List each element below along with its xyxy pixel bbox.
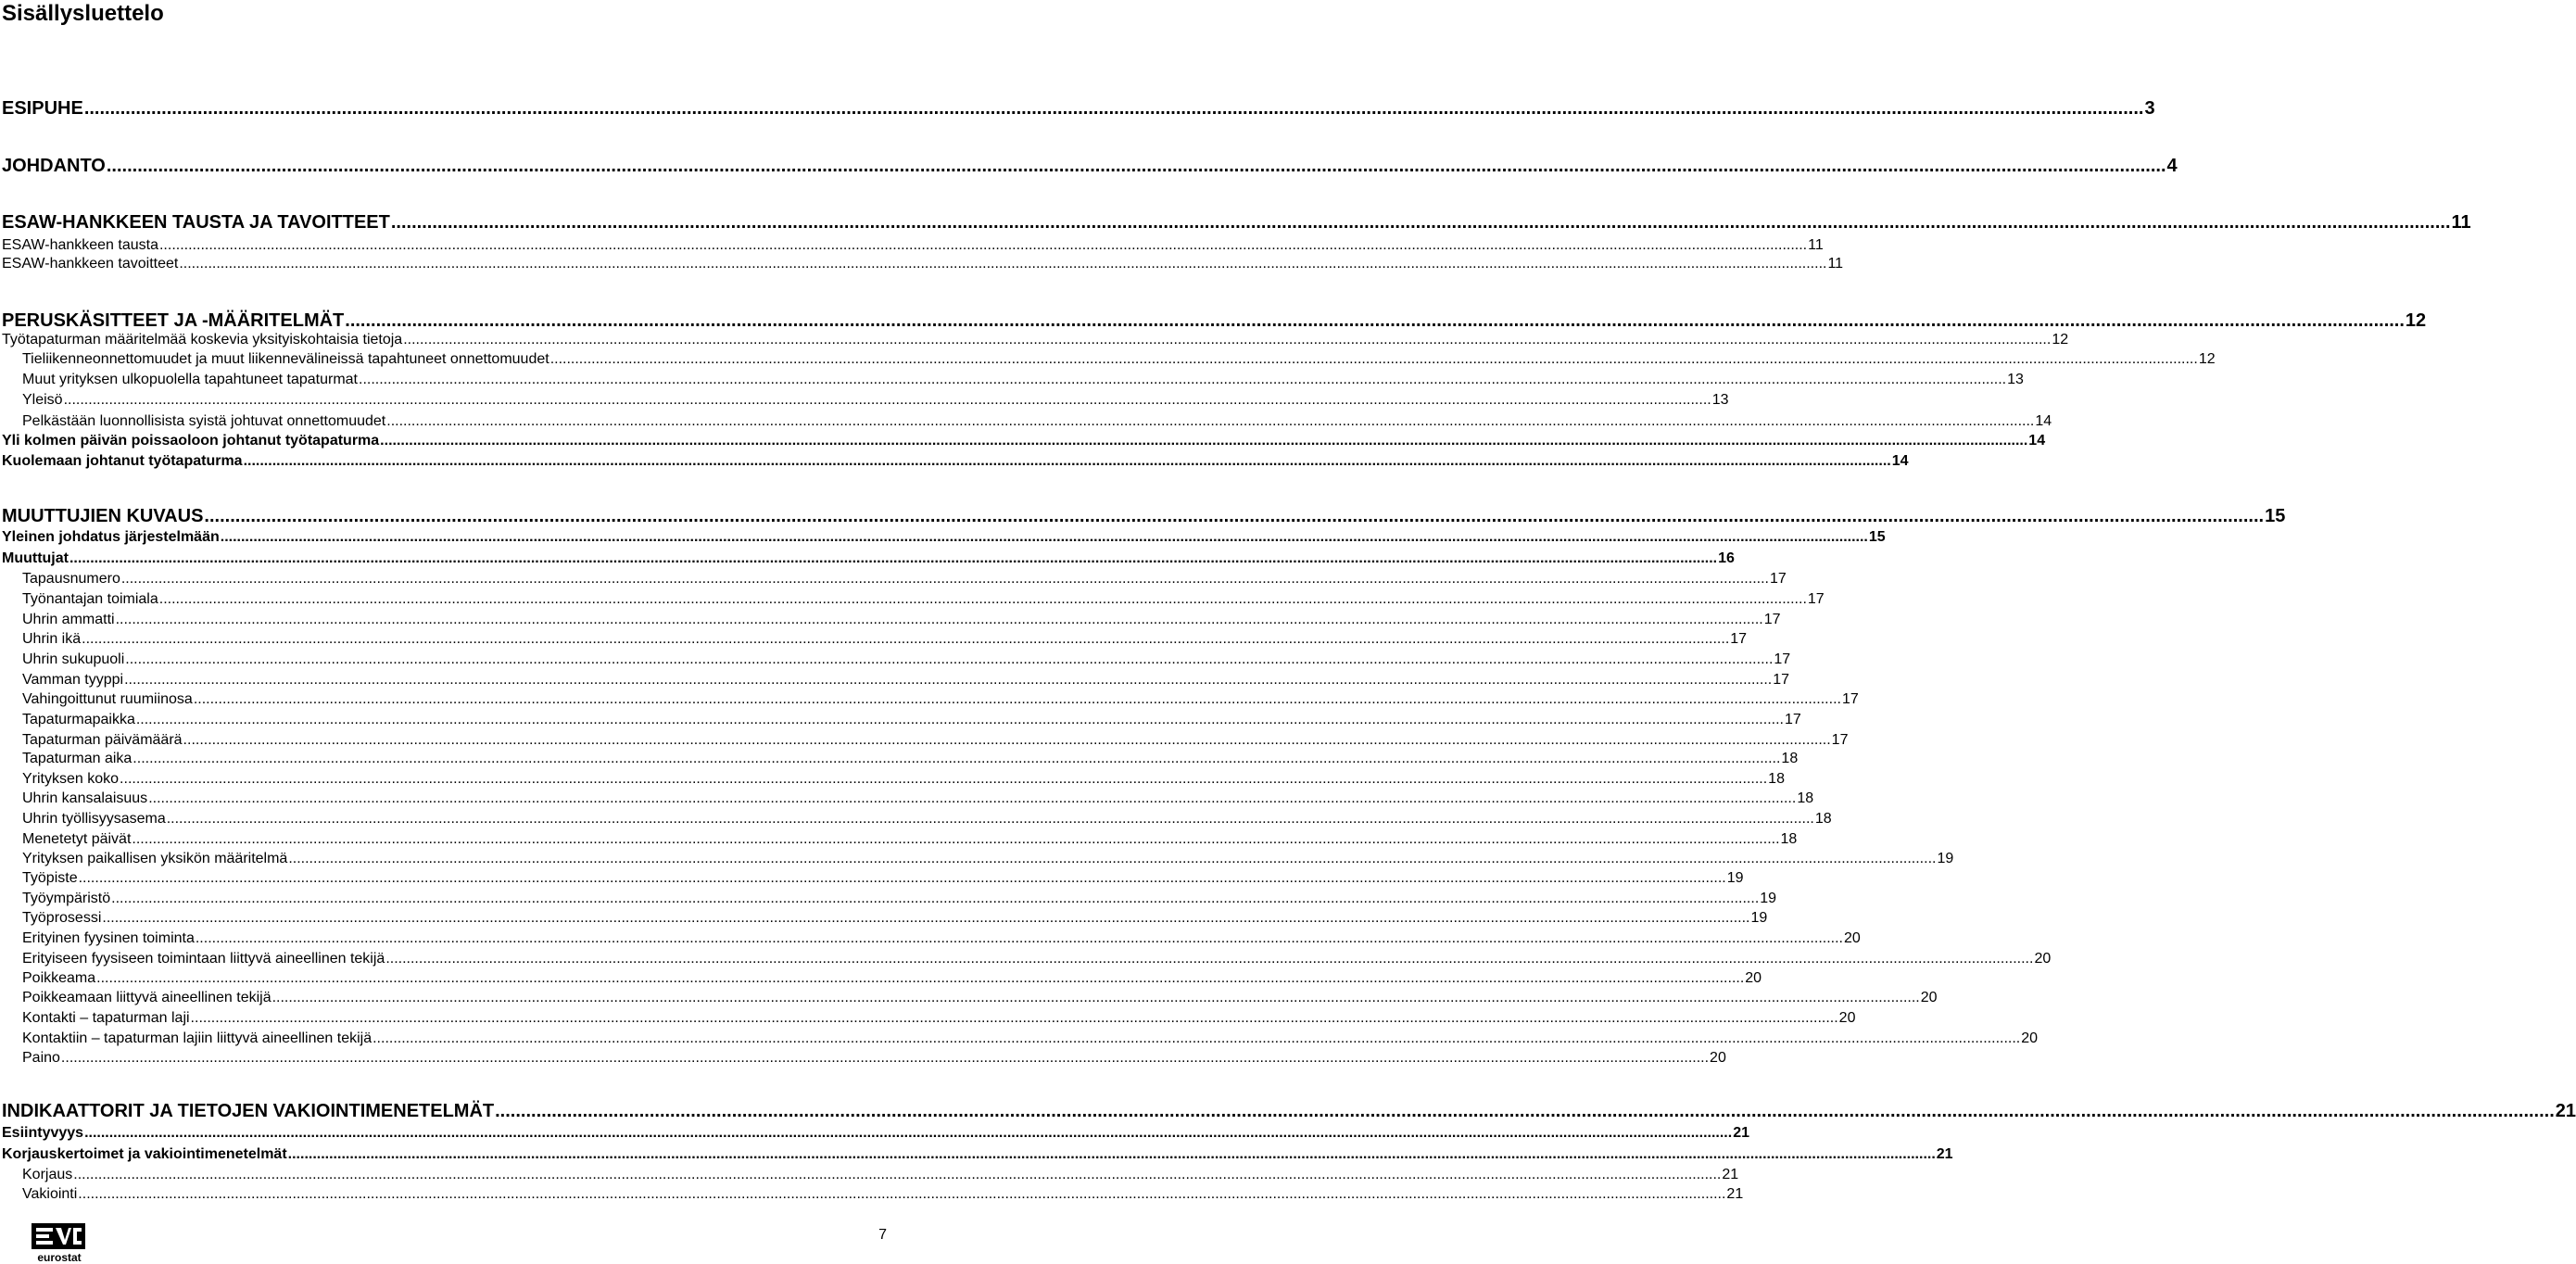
toc-entry-page: 18 xyxy=(1780,831,1798,847)
toc-entry-page: 20 xyxy=(1710,1050,1726,1066)
eurostat-logo xyxy=(28,1221,91,1264)
toc-leader-dots: ................................................................................................................................................................................................................................................................................................................................................................................................................ xyxy=(183,732,1831,748)
toc-entry-label: Kontaktiin – tapaturman lajiin liittyvä aineellinen tekijä xyxy=(22,1030,373,1046)
toc-entry-label: PERUSKÄSITTEET JA -MÄÄRITELMÄT xyxy=(2,310,345,331)
toc-entry-label: ESAW-HANKKEEN TAUSTA JA TAVOITTEET xyxy=(2,212,390,233)
toc-entry[interactable] xyxy=(22,651,1791,668)
toc-entry[interactable] xyxy=(22,811,1832,828)
toc-entry-label: Tapaturman päivämäärä xyxy=(22,732,183,748)
toc-entry[interactable] xyxy=(22,591,1825,608)
toc-leader-dots: ................................................................................................................................................................................................................................................................................................................................................................................................................ xyxy=(83,98,2144,119)
toc-leader-dots: ................................................................................................................................................................................................................................................................................................................................................................................................................ xyxy=(380,433,2028,449)
toc-entry[interactable] xyxy=(22,771,1785,788)
toc-leader-dots: ................................................................................................................................................................................................................................................................................................................................................................................................................ xyxy=(220,529,1868,545)
toc-leader-dots: ................................................................................................................................................................................................................................................................................................................................................................................................................ xyxy=(73,1167,1722,1182)
toc-leader-dots: ................................................................................................................................................................................................................................................................................................................................................................................................................ xyxy=(158,591,1807,607)
toc-leader-dots: ................................................................................................................................................................................................................................................................................................................................................................................................................ xyxy=(495,1101,2555,1121)
toc-entry-page: 17 xyxy=(1841,691,1859,707)
toc-entry[interactable] xyxy=(22,392,1729,409)
toc-entry[interactable] xyxy=(2,453,1909,470)
toc-entry-label: Vahingoittunut ruumiinosa xyxy=(22,691,193,707)
toc-entry[interactable] xyxy=(22,790,1814,807)
toc-leader-dots: ................................................................................................................................................................................................................................................................................................................................................................................................................ xyxy=(125,651,1774,667)
toc-entry-page: 17 xyxy=(1784,712,1801,727)
toc-entry-label: Uhrin työllisyysasema xyxy=(22,811,166,827)
toc-entry-label: Pelkästään luonnollisista syistä johtuvat onnettomuudet xyxy=(22,413,386,429)
toc-leader-dots: ................................................................................................................................................................................................................................................................................................................................................................................................................ xyxy=(287,1146,1936,1162)
toc-leader-dots: ................................................................................................................................................................................................................................................................................................................................................................................................................ xyxy=(166,811,1814,827)
toc-entry-label: Uhrin kansalaisuus xyxy=(22,790,148,806)
toc-entry-page: 21 xyxy=(1726,1186,1744,1202)
toc-entry[interactable] xyxy=(2,1125,1749,1142)
toc-entry-page: 20 xyxy=(2021,1030,2039,1046)
toc-entry-page: 3 xyxy=(2144,98,2155,119)
toc-entry-label: Kontakti – tapaturman laji xyxy=(22,1010,190,1026)
toc-leader-dots: ................................................................................................................................................................................................................................................................................................................................................................................................................ xyxy=(82,631,1730,647)
toc-leader-dots: ................................................................................................................................................................................................................................................................................................................................................................................................................ xyxy=(549,351,2198,367)
toc-entry-label: ESAW-hankkeen tavoitteet xyxy=(2,256,179,272)
toc-entry[interactable] xyxy=(22,712,1801,728)
toc-entry-label: Uhrin sukupuoli xyxy=(22,651,125,667)
toc-entry[interactable] xyxy=(2,1101,2576,1122)
toc-entry[interactable] xyxy=(22,732,1849,749)
toc-entry[interactable] xyxy=(22,672,1789,689)
toc-entry-page: 11 xyxy=(2451,212,2471,233)
toc-leader-dots: ................................................................................................................................................................................................................................................................................................................................................................................................................ xyxy=(271,990,1920,1005)
toc-entry[interactable] xyxy=(2,433,2046,449)
toc-entry[interactable] xyxy=(22,751,1799,767)
toc-entry-page: 12 xyxy=(2405,310,2427,331)
toc-leader-dots: ................................................................................................................................................................................................................................................................................................................................................................................................................ xyxy=(132,831,1780,847)
toc-entry-label: Paino xyxy=(22,1050,60,1066)
toc-leader-dots: ................................................................................................................................................................................................................................................................................................................................................................................................................ xyxy=(373,1030,2021,1046)
toc-entry[interactable] xyxy=(2,529,1886,546)
toc-entry[interactable] xyxy=(22,413,2052,430)
toc-entry-label: Uhrin ikä xyxy=(22,631,82,647)
toc-entry[interactable] xyxy=(22,1167,1739,1183)
toc-entry[interactable] xyxy=(2,212,2471,234)
toc-entry-label: Poikkeamaan liittyvä aineellinen tekijä xyxy=(22,990,271,1005)
toc-entry[interactable] xyxy=(22,691,1859,708)
toc-entry-page: 4 xyxy=(2166,156,2178,176)
toc-leader-dots: ................................................................................................................................................................................................................................................................................................................................................................................................................ xyxy=(96,970,1745,986)
toc-entry[interactable] xyxy=(22,990,1938,1006)
toc-entry-page: 12 xyxy=(2052,332,2069,348)
toc-entry-label: ESIPUHE xyxy=(2,98,83,119)
toc-leader-dots: ................................................................................................................................................................................................................................................................................................................................................................................................................ xyxy=(190,1010,1838,1026)
toc-entry-label: Tapausnumero xyxy=(22,571,120,587)
page-title: Sisällysluettelo xyxy=(2,1,164,26)
toc-entry-page: 21 xyxy=(1733,1125,1749,1141)
toc-entry-label: Erityinen fyysinen toiminta xyxy=(22,930,195,946)
toc-entry-page: 17 xyxy=(1831,732,1849,748)
toc-entry-page: 21 xyxy=(2555,1101,2576,1121)
toc-leader-dots: ................................................................................................................................................................................................................................................................................................................................................................................................................ xyxy=(60,1050,1710,1066)
toc-entry-label: Kuolemaan johtanut työtapaturma xyxy=(2,453,243,469)
toc-entry[interactable] xyxy=(22,1050,1726,1067)
toc-entry-label: MUUTTUJIEN KUVAUS xyxy=(2,506,204,526)
toc-entry-page: 17 xyxy=(1730,631,1748,647)
toc-leader-dots: ................................................................................................................................................................................................................................................................................................................................................................................................................ xyxy=(78,1186,1726,1202)
toc-entry-page: 14 xyxy=(2035,413,2052,429)
toc-leader-dots: ................................................................................................................................................................................................................................................................................................................................................................................................................ xyxy=(403,332,2052,348)
toc-entry[interactable] xyxy=(22,831,1798,848)
toc-entry[interactable] xyxy=(22,351,2216,368)
toc-entry-page: 17 xyxy=(1774,651,1791,667)
toc-entry-page: 19 xyxy=(1726,870,1744,886)
toc-entry-page: 20 xyxy=(1745,970,1762,986)
toc-entry[interactable] xyxy=(22,910,1768,927)
toc-entry-label: Vamman tyyppi xyxy=(22,672,124,688)
toc-entry-page: 20 xyxy=(1843,930,1861,946)
toc-entry-page: 21 xyxy=(1936,1146,1953,1162)
toc-entry[interactable] xyxy=(22,930,1861,947)
toc-entry-label: Työprosessi xyxy=(22,910,102,926)
toc-leader-dots: ................................................................................................................................................................................................................................................................................................................................................................................................................ xyxy=(243,453,1891,469)
toc-leader-dots: ................................................................................................................................................................................................................................................................................................................................................................................................................ xyxy=(69,550,1718,566)
toc-entry[interactable] xyxy=(22,851,1954,867)
toc-entry-page: 18 xyxy=(1814,811,1832,827)
toc-entry-page: 19 xyxy=(1750,910,1768,926)
toc-entry-label: JOHDANTO xyxy=(2,156,106,176)
toc-entry[interactable] xyxy=(2,1146,1953,1163)
toc-leader-dots: ................................................................................................................................................................................................................................................................................................................................................................................................................ xyxy=(158,237,1808,253)
toc-entry-page: 20 xyxy=(2034,951,2052,967)
toc-entry-label: Yleinen johdatus järjestelmään xyxy=(2,529,220,545)
toc-entry-page: 11 xyxy=(1827,256,1844,272)
toc-entry-page: 18 xyxy=(1797,790,1814,806)
toc-entry-page: 19 xyxy=(1937,851,1954,866)
toc-leader-dots: ................................................................................................................................................................................................................................................................................................................................................................................................................ xyxy=(359,372,2007,387)
toc-entry-label: Tieliikenneonnettomuudet ja muut liikennevälineissä tapahtuneet onnettomuudet xyxy=(22,351,549,367)
toc-entry[interactable] xyxy=(22,571,1787,588)
toc-entry[interactable] xyxy=(2,332,2069,348)
toc-entry-page: 17 xyxy=(1763,612,1781,627)
toc-leader-dots: ................................................................................................................................................................................................................................................................................................................................................................................................................ xyxy=(115,612,1763,627)
toc-entry-page: 19 xyxy=(1760,891,1777,906)
toc-entry-label: Erityiseen fyysiseen toimintaan liittyvä aineellinen tekijä xyxy=(22,951,385,967)
toc-leader-dots: ................................................................................................................................................................................................................................................................................................................................................................................................................ xyxy=(106,156,2166,176)
toc-entry[interactable] xyxy=(22,1030,2039,1047)
toc-entry-label: Yrityksen koko xyxy=(22,771,120,787)
toc-entry-label: Uhrin ammatti xyxy=(22,612,115,627)
toc-entry-label: Poikkeama xyxy=(22,970,96,986)
toc-entry-page: 14 xyxy=(1891,453,1909,469)
toc-entry-page: 17 xyxy=(1807,591,1825,607)
toc-entry[interactable] xyxy=(2,237,1824,254)
toc-leader-dots: ................................................................................................................................................................................................................................................................................................................................................................................................................ xyxy=(84,1125,1733,1141)
toc-leader-dots: ................................................................................................................................................................................................................................................................................................................................................................................................................ xyxy=(390,212,2451,233)
toc-entry[interactable] xyxy=(22,372,2024,388)
toc-leader-dots: ................................................................................................................................................................................................................................................................................................................................................................................................................ xyxy=(133,751,1781,766)
toc-entry[interactable] xyxy=(22,870,1744,887)
toc-entry[interactable] xyxy=(2,506,2286,527)
toc-leader-dots: ................................................................................................................................................................................................................................................................................................................................................................................................................ xyxy=(63,392,1711,408)
toc-entry[interactable] xyxy=(22,891,1777,907)
toc-entry-page: 13 xyxy=(2007,372,2024,387)
toc-leader-dots: ................................................................................................................................................................................................................................................................................................................................................................................................................ xyxy=(120,571,1769,587)
toc-entry-label: INDIKAATTORIT JA TIETOJEN VAKIOINTIMENETELMÄT xyxy=(2,1101,495,1121)
toc-entry-page: 18 xyxy=(1768,771,1785,787)
toc-entry-label: Korjauskertoimet ja vakiointimenetelmät xyxy=(2,1146,287,1162)
toc-entry[interactable] xyxy=(2,310,2427,332)
toc-leader-dots: ................................................................................................................................................................................................................................................................................................................................................................................................................ xyxy=(111,891,1760,906)
toc-entry[interactable] xyxy=(22,631,1748,648)
toc-leader-dots: ................................................................................................................................................................................................................................................................................................................................................................................................................ xyxy=(345,310,2405,331)
toc-leader-dots: ................................................................................................................................................................................................................................................................................................................................................................................................................ xyxy=(204,506,2265,526)
toc-leader-dots: ................................................................................................................................................................................................................................................................................................................................................................................................................ xyxy=(148,790,1797,806)
toc-entry-label: Tapaturmapaikka xyxy=(22,712,135,727)
toc-entry[interactable] xyxy=(2,156,2178,177)
toc-entry-label: Muut yrityksen ulkopuolella tapahtuneet tapaturmat xyxy=(22,372,358,387)
toc-entry[interactable] xyxy=(2,256,1844,272)
toc-entry-page: 17 xyxy=(1773,672,1789,688)
toc-entry-label: Työympäristö xyxy=(22,891,111,906)
toc-entry-label: Tapaturman aika xyxy=(22,751,133,766)
toc-entry-page: 18 xyxy=(1781,751,1799,766)
page-number: 7 xyxy=(878,1227,887,1243)
toc-entry-label: Esiintyvyys xyxy=(2,1125,84,1141)
toc-entry-page: 20 xyxy=(1920,990,1938,1005)
toc-entry-label: Vakiointi xyxy=(22,1186,78,1202)
toc-leader-dots: ................................................................................................................................................................................................................................................................................................................................................................................................................ xyxy=(193,691,1841,707)
toc-leader-dots: ................................................................................................................................................................................................................................................................................................................................................................................................................ xyxy=(195,930,1843,946)
toc-entry-label: ESAW-hankkeen tausta xyxy=(2,237,158,253)
toc-leader-dots: ................................................................................................................................................................................................................................................................................................................................................................................................................ xyxy=(288,851,1937,866)
toc-entry-page: 17 xyxy=(1769,571,1787,587)
toc-entry-page: 21 xyxy=(1722,1167,1739,1182)
toc-leader-dots: ................................................................................................................................................................................................................................................................................................................................................................................................................ xyxy=(135,712,1784,727)
toc-entry-page: 13 xyxy=(1711,392,1729,408)
toc-entry-label: Työtapaturman määritelmää koskevia yksityiskohtaisia tietoja xyxy=(2,332,403,348)
toc-entry-label: Menetetyt päivät xyxy=(22,831,132,847)
toc-entry[interactable] xyxy=(22,970,1762,987)
toc-entry[interactable] xyxy=(22,1186,1744,1203)
toc-entry-label: Työnantajan toimiala xyxy=(22,591,158,607)
toc-entry-label: Yli kolmen päivän poissaoloon johtanut työtapaturma xyxy=(2,433,380,449)
toc-entry-page: 14 xyxy=(2028,433,2046,449)
toc-entry-label: Yleisö xyxy=(22,392,63,408)
toc-leader-dots: ................................................................................................................................................................................................................................................................................................................................................................................................................ xyxy=(78,870,1726,886)
toc-entry-label: Työpiste xyxy=(22,870,78,886)
toc-entry-label: Yrityksen paikallisen yksikön määritelmä xyxy=(22,851,288,866)
toc-leader-dots: ................................................................................................................................................................................................................................................................................................................................................................................................................ xyxy=(385,951,2034,967)
toc-entry[interactable] xyxy=(22,612,1781,628)
toc-entry-page: 15 xyxy=(1868,529,1886,545)
toc-leader-dots: ................................................................................................................................................................................................................................................................................................................................................................................................................ xyxy=(179,256,1827,272)
toc-entry-label: Korjaus xyxy=(22,1167,73,1182)
toc-entry-page: 15 xyxy=(2265,506,2286,526)
toc-leader-dots: ................................................................................................................................................................................................................................................................................................................................................................................................................ xyxy=(386,413,2035,429)
toc-leader-dots: ................................................................................................................................................................................................................................................................................................................................................................................................................ xyxy=(120,771,1768,787)
toc-entry[interactable] xyxy=(2,98,2155,120)
toc-entry[interactable] xyxy=(22,951,2052,967)
toc-leader-dots: ................................................................................................................................................................................................................................................................................................................................................................................................................ xyxy=(124,672,1773,688)
toc-entry-page: 20 xyxy=(1838,1010,1856,1026)
toc-entry-page: 12 xyxy=(2198,351,2216,367)
toc-entry-page: 16 xyxy=(1718,550,1735,566)
toc-entry[interactable] xyxy=(22,1010,1856,1027)
toc-leader-dots: ................................................................................................................................................................................................................................................................................................................................................................................................................ xyxy=(102,910,1750,926)
toc-entry-label: Muuttujat xyxy=(2,550,69,566)
toc-entry-page: 11 xyxy=(1808,237,1824,253)
toc-entry[interactable] xyxy=(2,550,1735,567)
logo-text: eurostat xyxy=(37,1251,82,1264)
